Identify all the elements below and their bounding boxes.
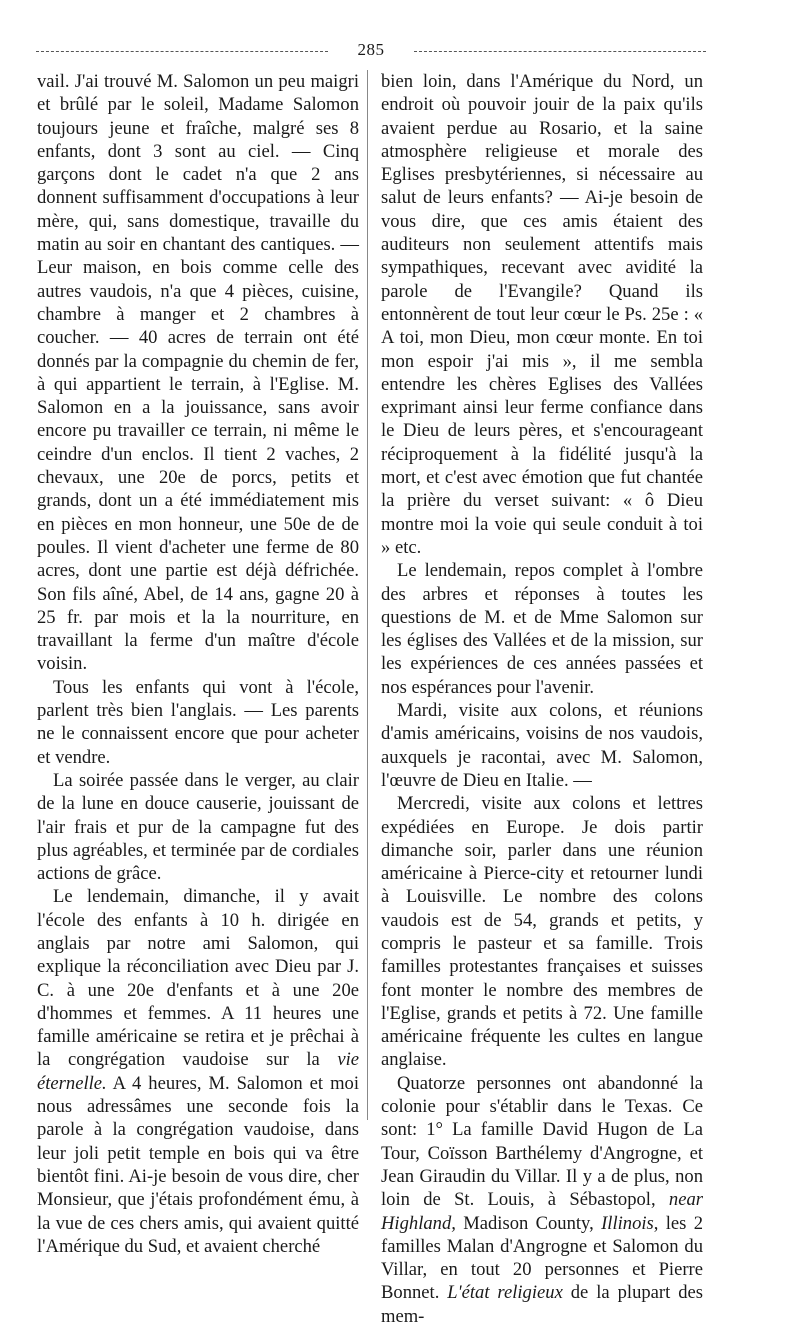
italic-text: L'état religieux [447, 1282, 563, 1304]
paragraph [381, 792, 703, 1072]
text-run: Tous les enfants qui vont à l'école, parlent très bien l'anglais. — Les parents ne le connaissent encore que pour acheter et vendre. [37, 676, 359, 768]
text-run: Le lendemain, repos complet à l'ombre des arbres et réponses à toutes les questions de M. et de Mme Salomon sur les églises des Vallées et de la mission, sur les expériences de ces années passées et nos espérances pour l'avenir. [381, 560, 703, 698]
italic-text: Illinois [601, 1212, 654, 1234]
paragraph [37, 70, 359, 676]
paragraph [381, 70, 703, 559]
text-run: Mardi, visite aux colons, et réunions d'amis américains, voisins de nos vaudois, auxquels je racontai, avec M. Salomon, l'œuvre de Dieu en Italie. — [381, 700, 703, 791]
left-column [37, 70, 359, 1258]
text-run: Madison County, [455, 1212, 602, 1234]
text-run: Le lendemain, dimanche, il y avait l'école des enfants à 10 h. dirigée en anglais par notre ami Salomon, qui explique la réconciliation avec Dieu par J. C. à une 20e d'enfants et à une 20e d'hommes et femmes. A 11 heures une famille américaine se retira et je prêchai à la congrégation vaudoise sur la [37, 886, 359, 1071]
right-column [381, 70, 703, 1328]
page-header [36, 40, 706, 60]
column-divider [367, 70, 368, 1120]
page-number: 285 [357, 40, 385, 59]
paragraph [381, 559, 703, 699]
text-run: Quatorze personnes ont abandonné la colonie pour s'établir dans le Texas. Ce sont: 1° La famille David Hugon de La Tour, Coïsson Barthélemy d'Angrogne, et Jean Giraudin du Villar. Il y a de plus, non loin de St. Louis, à Sébastopol, [381, 1072, 703, 1211]
text-run: La soirée passée dans le verger, au clair de la lune en douce causerie, jouissant de l'air frais et pur de la campagne fut des plus agréables, et terminée par de cordiales actions de grâce. [37, 769, 359, 885]
paragraph [381, 1072, 703, 1328]
text-run: bien loin, dans l'Amérique du Nord, un endroit où pouvoir jouir de la paix qu'ils avaient perdue au Rosario, et la saine atmosphère religieuse et morale des Eglises presbytériennes, si nécessaire au salut de leurs enfants? — Ai-je besoin de vous dire, que ces amis étaient des auditeurs non seulement attentifs mais sympathiques, recevant avec avidité la parole de l'Evangile? Quand ils entonnèrent de tout leur cœur le Ps. 25e : « A toi, mon Dieu, mon cœur monte. En toi mon espoir j'ai mis », il me sembla entendre les chères Eglises des Vallées exprimant ainsi leur ferme confiance dans le Dieu de leurs pères, et s'encourageant réciproquement à la fidélité jusqu'à la mort, et c'est avec émotion que fut chantée la prière du verset suivant: « ô Dieu montre moi la voie qui seule conduit à toi » etc. [381, 71, 703, 558]
text-run: A 4 heures, M. Salomon et moi nous adressâmes une seconde fois la parole à la congrégation vaudoise, dans leur joli petit temple en bois qui va être bientôt fini. Ai-je besoin de vous dire, cher Monsieur, que j'étais profondément ému, à la vue de ces chers amis, qui avaient quitté l'Amérique du Sud, et avaient cherché [37, 1072, 359, 1257]
text-run: , les 2 familles Malan d'Angrogne et Salomon du Villar, en tout 20 personnes et Pierre Bonnet. [381, 1212, 703, 1304]
italic-text: near Highland, [381, 1189, 703, 1234]
text-run: vail. J'ai trouvé M. Salomon un peu maigri et brûlé par le soleil, Madame Salomon toujours jeune et fraîche, malgré ses 8 enfants, dont 3 sont au ciel. — Cinq garçons dont le cadet n'a que 2 ans donnent suffisamment d'occupations à leur mère, qui, sans domestique, travaille du matin au soir en chantant des cantiques. — Leur maison, en bois comme celle des autres vaudois, n'a que 4 pièces, cuisine, chambre à manger et 2 chambres à coucher. — 40 acres de terrain ont été donnés par la compagnie du chemin de fer, à qui appartient le terrain, à l'Eglise. M. Salomon en a la jouissance, sans avoir encore pu travailler ce terrain, ni même le ceindre d'un enclos. Il tient 2 vaches, 2 chevaux, une 20e de porcs, petits et grands, dont un a été immédiatement mis en pièces en mon honneur, une 50e de de poules. Il vient d'acheter une ferme de 80 acres, dont une partie est déjà défrichée. Son fils aîné, Abel, de 14 ans, gagne 20 à 25 fr. par mois et la la nourriture, en travaillant la ferme d'un maître d'école voisin. [37, 71, 359, 675]
paragraph [37, 885, 359, 1258]
paragraph [37, 769, 359, 885]
paragraph [381, 699, 703, 792]
paragraph [37, 676, 359, 769]
text-run: de la plupart des mem- [381, 1282, 703, 1327]
header-rule-right [414, 51, 706, 52]
text-run: Mercredi, visite aux colons et lettres expédiées en Europe. Je dois partir dimanche soir, parler dans une réunion américaine à Pierce-city et retourner lundi à Louisville. Le nombre des colons vaudois est de 54, grands et petits, y compris le pasteur et sa famille. Trois familles protestantes françaises et suisses font monter le nombre des membres de l'Eglise, grands et petits à 72. Une famille américaine fréquente les cultes en langue anglaise. [381, 793, 703, 1071]
italic-text: vie éternelle. [37, 1049, 359, 1094]
